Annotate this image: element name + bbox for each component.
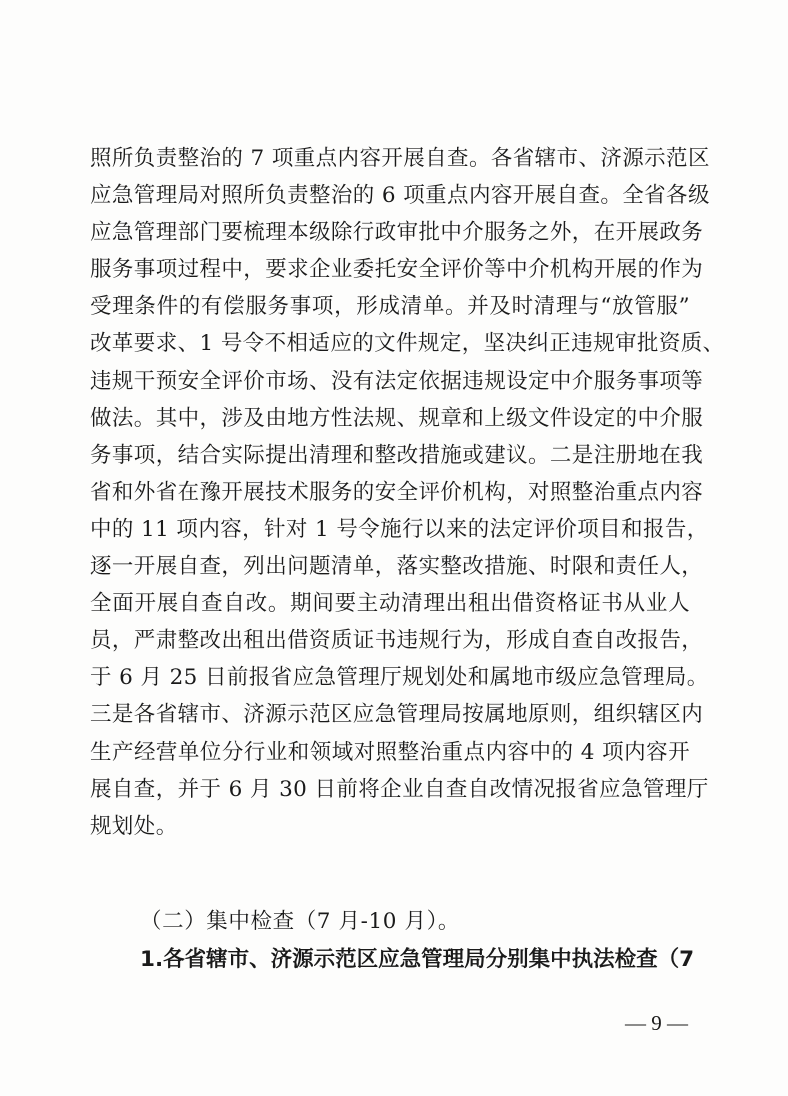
text-line: 应急管理局对照所负责整治的 6 项重点内容开展自查。全省各级 [90,183,710,209]
section-heading: （二）集中检查（7 月-10 月）。 [140,909,461,934]
text-line: 展自查，并于 6 月 30 日前将企业自查自改情况报省应急管理厅 [90,776,709,802]
text-line: 逐一开展自查，列出问题清单，落实整改措施、时限和责任人， [90,554,704,580]
text-line: 受理条件的有偿服务事项，形成清单。并及时清理与“放管服” [90,294,690,320]
text-line: 全面开展自查自改。期间要主动清理出租出借资格证书从业人 [90,591,690,617]
text-line: 规划处。 [90,813,178,839]
text-line: 省和外省在豫开展技术服务的安全评价机构，对照整治重点内容 [90,479,704,505]
text-line: 中的 11 项内容，针对 1 号令施行以来的法定评价项目和报告， [90,516,709,542]
text-line: 生产经营单位分行业和领域对照整治重点内容中的 4 项内容开 [90,739,690,765]
text-line: 应急管理部门要梳理本级除行政审批中介服务之外，在开展政务 [90,220,704,246]
text-line: 违规干预安全评价市场、没有法定依据违规设定中介服务事项等 [90,368,704,394]
body-paragraph [90,140,725,845]
text-line: 服务事项过程中，要求企业委托安全评价等中介机构开展的作为 [90,257,704,283]
text-line: 做法。其中，涉及由地方性法规、规章和上级文件设定的中介服 [90,405,704,431]
text-line: 改革要求、1 号令不相适应的文件规定，坚决纠正违规审批资质、 [90,331,725,357]
text-line: 员，严肃整改出租出借资质证书违规行为，形成自查自改报告， [90,628,704,654]
text-line: 务事项，结合实际提出清理和整改措施或建议。二是注册地在我 [90,442,704,468]
item-heading: 1.各省辖市、济源示范区应急管理局分别集中执法检查（7 [140,947,695,972]
text-line: 三是各省辖市、济源示范区应急管理局按属地原则，组织辖区内 [90,702,704,728]
page-number: — 9 — [625,1011,688,1035]
text-line: 照所负责整治的 7 项重点内容开展自查。各省辖市、济源示范区 [90,146,710,171]
text-line: 于 6 月 25 日前报省应急管理厅规划处和属地市级应急管理局。 [90,665,709,691]
